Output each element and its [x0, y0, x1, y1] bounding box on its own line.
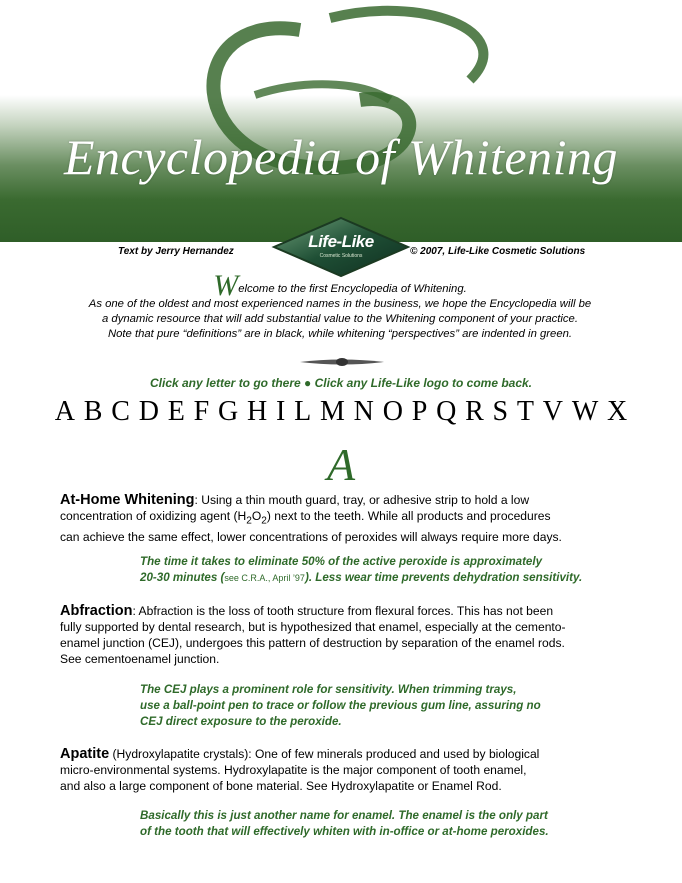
- intro-drop-cap: W: [213, 269, 239, 302]
- nav-hint-letters: Click any letter to go there: [149, 376, 301, 390]
- alphabet-link-i[interactable]: I: [275, 396, 286, 427]
- entry-term: At-Home Whitening: [60, 492, 195, 508]
- entry-definition: enamel junction (CEJ), undergoes this pattern of destruction by separation of the enamel rods.: [60, 636, 565, 650]
- subscript: 2: [246, 515, 252, 527]
- banner-title: Encyclopedia of Whitening: [63, 129, 618, 185]
- intro-line: As one of the oldest and most experienced names in the business, we hope the Encyclopedia will be: [88, 298, 592, 310]
- entry-definition: (Hydroxylapatite crystals): One of few minerals produced and used by biological: [109, 747, 540, 761]
- nav-hint-logo: Click any Life-Like logo to come back.: [314, 376, 533, 390]
- divider-ornament: [300, 356, 384, 368]
- perspective-abfraction: [140, 682, 630, 730]
- entry-definition: concentration of oxidizing agent (H: [60, 509, 247, 523]
- entry-definition: can achieve the same effect, lower concentrations of peroxides will always require more days.: [60, 530, 562, 545]
- alphabet-link-v[interactable]: V: [542, 396, 564, 427]
- entry-apatite: [60, 746, 630, 794]
- entry-definition: : Using a thin mouth guard, tray, or adhesive strip to hold a low: [194, 493, 530, 507]
- alphabet-link-p[interactable]: P: [411, 396, 428, 427]
- citation: see C.R.A., April ’97: [224, 573, 305, 583]
- intro-line: Note that pure “definitions” are in black, while whitening “perspectives” are indented in green.: [107, 328, 573, 340]
- logo-name: Life-Like: [308, 232, 374, 251]
- alphabet-link-f[interactable]: F: [193, 396, 210, 427]
- alphabet-link-n[interactable]: N: [353, 396, 374, 427]
- section-letter-text: A: [326, 439, 356, 490]
- perspective-line: of the tooth that will effectively whiten with in-office or at-home peroxides.: [140, 825, 549, 838]
- alphabet-link-h[interactable]: H: [246, 396, 268, 427]
- perspective-line: use a ball-point pen to trace or follow the previous gum line, assuring no: [140, 699, 541, 712]
- perspective-line: The time it takes to eliminate 50% of the active peroxide is approximately: [140, 555, 543, 568]
- entry-at-home-whitening: [60, 492, 630, 545]
- subscript: 2: [261, 515, 267, 527]
- entry-definition: O: [251, 509, 262, 523]
- alphabet-link-r[interactable]: R: [465, 396, 484, 427]
- alphabet-link-s[interactable]: S: [492, 396, 509, 427]
- alphabet-link-a[interactable]: A: [54, 396, 75, 427]
- header-banner: [0, 0, 682, 242]
- perspective-line: The CEJ plays a prominent role for sensitivity. When trimming trays,: [140, 683, 517, 696]
- perspective-at-home-whitening: [140, 554, 630, 586]
- perspective-line: ). Less wear time prevents dehydration sensitivity.: [304, 571, 583, 584]
- perspective-apatite: [140, 808, 630, 840]
- life-like-logo[interactable]: [270, 216, 412, 278]
- alphabet-link-x[interactable]: X: [607, 396, 628, 427]
- swirl-e-ornament: [0, 0, 682, 242]
- entry-definition: ) next to the teeth. While all products and procedures: [266, 509, 551, 523]
- alphabet-link-c[interactable]: C: [111, 396, 130, 427]
- logo-tagline: Cosmetic Solutions: [319, 253, 363, 259]
- section-letter-a: [300, 438, 382, 488]
- alphabet-link-d[interactable]: D: [138, 396, 159, 427]
- entry-definition: and also a large component of bone material. See Hydroxylapatite or Enamel Rod.: [60, 779, 502, 793]
- author-credit: Text by Jerry Hernandez: [118, 246, 234, 257]
- alphabet-link-w[interactable]: W: [571, 396, 599, 427]
- alphabet-link-q[interactable]: Q: [436, 396, 457, 427]
- intro-paragraph: [40, 269, 640, 342]
- perspective-line: CEJ direct exposure to the peroxide.: [140, 715, 342, 728]
- intro-line: elcome to the first Encyclopedia of Whitening.: [238, 283, 467, 295]
- entry-definition: : Abfraction is the loss of tooth structure from flexural forces. This has not been: [132, 604, 554, 618]
- perspective-line: 20-30 minutes (: [140, 571, 225, 584]
- alphabet-link-t[interactable]: T: [516, 396, 535, 427]
- entry-definition: micro-environmental systems. Hydroxylapatite is the major component of tooth enamel,: [60, 763, 527, 777]
- perspective-line: Basically this is just another name for enamel. The enamel is the only part: [140, 809, 548, 822]
- navigation-hint: [0, 376, 682, 390]
- intro-line: a dynamic resource that will add substantial value to the Whitening component of your practice.: [102, 313, 578, 325]
- entry-abfraction: [60, 603, 630, 667]
- alphabet-link-b[interactable]: B: [83, 396, 103, 427]
- alphabet-link-l[interactable]: L: [294, 396, 312, 427]
- alphabet-link-e[interactable]: E: [167, 396, 185, 427]
- entry-definition: See cementoenamel junction.: [60, 652, 220, 666]
- entry-term: Apatite: [60, 746, 110, 762]
- alphabet-nav: [0, 396, 682, 428]
- bullet-icon: ●: [304, 376, 312, 390]
- alphabet-link-g[interactable]: G: [217, 396, 239, 427]
- copyright-notice: © 2007, Life-Like Cosmetic Solutions: [410, 246, 586, 257]
- alphabet-link-m[interactable]: M: [319, 396, 345, 427]
- entry-term: Abfraction: [60, 603, 133, 619]
- entry-definition: fully supported by dental research, but is hypothesized that enamel, especially at the cemento-: [60, 620, 566, 634]
- alphabet-link-o[interactable]: O: [382, 396, 403, 427]
